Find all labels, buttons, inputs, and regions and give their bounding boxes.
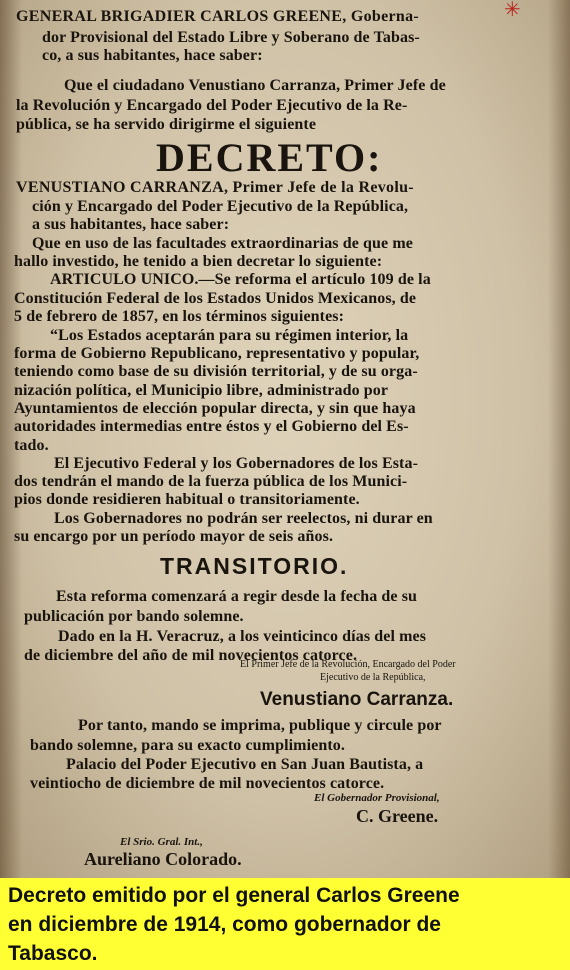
decree-line-11: teniendo como base de su división territorial, y de su orga- [14,363,418,380]
signer-title-line-1: El Primer Jefe de la Revolución, Encargado del Poder [240,659,456,670]
transitory-line-3: Dado en la H. Veracruz, a los veinticinco días del mes [58,628,427,645]
decree-line-4: Que en uso de las facultades extraordinarias de que me [32,235,413,252]
decree-line-20: su encargo por un período mayor de seis años. [14,528,334,545]
decree-line-12: nización política, el Municipio libre, administrado por [14,382,389,399]
decree-line-17: dos tendrán el mando de la fuerza pública de los Munici- [14,473,408,490]
closing-line-4: veintiocho de diciembre de mil novecientos catorce. [30,775,385,792]
decree-line-14: autoridades intermedias entre éstos y el Gobierno del Es- [14,418,409,435]
signer-title-line-2: Ejecutivo de la República, [320,672,426,683]
header-line-2: dor Provisional del Estado Libre y Soberano de Tabas- [42,29,420,46]
red-asterisk-mark: ✳ [504,0,521,21]
governor-title: El Gobernador Provisional, [314,792,440,804]
header-line-3: co, a sus habitantes, hace saber: [42,47,263,64]
decree-title: DECRETO: [156,135,383,180]
decree-line-13: Ayuntamientos de elección popular directa, y sin que haya [14,400,416,417]
caption-line-2: en diciembre de 1914, como gobernador de [8,913,441,936]
closing-line-1: Por tanto, mando se imprima, publique y circule por [78,717,442,734]
header-line-5: la Revolución y Encargado del Poder Ejecutivo de la Re- [16,97,408,114]
decree-line-18: pios donde residieren habitual o transitoriamente. [14,491,360,508]
decree-line-8: 5 de febrero de 1857, en los términos siguientes: [14,308,345,325]
decree-line-2: ción y Encargado del Poder Ejecutivo de la República, [32,198,409,215]
transitory-title: TRANSITORIO. [160,553,349,579]
closing-line-3: Palacio del Poder Ejecutivo en San Juan Bautista, a [66,756,424,773]
transitory-line-1: Esta reforma comenzará a regir desde la fecha de su [56,588,418,605]
decree-line-9: “Los Estados aceptarán para su régimen interior, la [50,327,409,344]
header-line-1: GENERAL BRIGADIER CARLOS GREENE, Goberna- [16,8,420,25]
transitory-line-4: de diciembre del año de mil novecientos catorce. [24,647,358,664]
secretary-name: Aureliano Colorado. [84,849,242,869]
transitory-line-2: publicación por bando solemne. [24,608,244,625]
decree-line-5: hallo investido, he tenido a bien decretar lo siguiente: [14,253,383,270]
header-line-6: pública, se ha servido dirigirme el siguiente [16,116,317,133]
secretary-title: El Srio. Gral. Int., [120,836,203,848]
decree-line-15: tado. [14,437,49,454]
decree-line-6: ARTICULO UNICO.—Se reforma el artículo 109 de la [50,271,431,288]
decree-line-16: El Ejecutivo Federal y los Gobernadores de los Esta- [54,455,418,472]
caption-line-3: Tabasco. [8,942,98,965]
decree-line-10: forma de Gobierno Republicano, representativo y popular, [14,345,420,362]
closing-line-2: bando solemne, para su exacto cumplimiento. [30,737,345,754]
signer-name: Venustiano Carranza. [260,689,454,710]
decree-line-3: a sus habitantes, hace saber: [32,216,230,233]
caption-line-1: Decreto emitido por el general Carlos Greene [8,884,460,907]
header-line-4: Que el ciudadano Venustiano Carranza, Primer Jefe de [64,77,446,94]
decree-line-1: VENUSTIANO CARRANZA, Primer Jefe de la Revolu- [16,179,414,196]
governor-name: C. Greene. [356,806,439,826]
decree-line-7: Constitución Federal de los Estados Unidos Mexicanos, de [14,290,417,307]
decree-line-19: Los Gobernadores no podrán ser reelectos, ni durar en [54,510,433,527]
caption-box [0,878,570,970]
